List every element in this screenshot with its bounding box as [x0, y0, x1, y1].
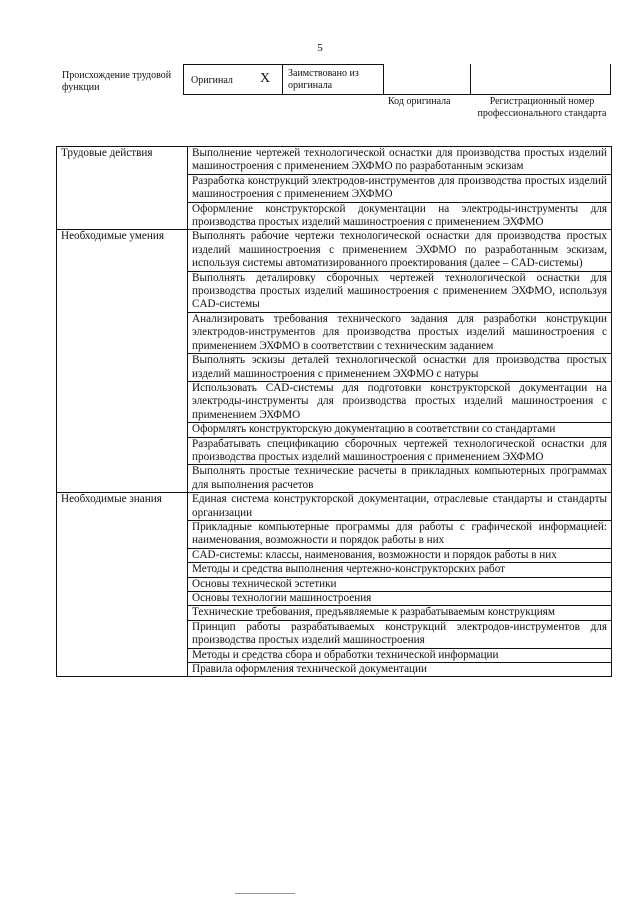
table-cell: Анализировать требования технического задания для разработки конструкции электродов-инструментов для производства простых изделий машиностроения с применением ЭХФМО в соответствии с техническим заданием — [188, 312, 612, 353]
origin-box — [183, 64, 611, 95]
table-row — [57, 147, 612, 175]
reg-number-label: Регистрационный номер профессионального стандарта — [477, 96, 607, 119]
function-table — [56, 146, 612, 677]
table-cell: Выполнять простые технические расчеты в прикладных компьютерных программах для выполнения расчетов — [188, 465, 612, 493]
table-cell: CAD-системы: классы, наименования, возможности и порядок работы в них — [188, 548, 612, 562]
table-cell: Оформление конструкторской документации на электроды-инструменты для производства простых изделий машиностроения с применением ЭХФМО — [188, 202, 612, 230]
section-title-skills: Необходимые умения — [57, 230, 188, 493]
page-number: 5 — [317, 42, 323, 54]
table-cell: Выполнять рабочие чертежи технологической оснастки для производства простых изделий машиностроения с применением ЭХФМО по разработанным эскизам, используя системы автоматизированного проектирования (далее – CAD-системы) — [188, 230, 612, 271]
borrowed-cell — [282, 64, 383, 94]
section-title-actions: Трудовые действия — [57, 147, 188, 230]
table-cell: Методы и средства сбора и обработки технической информации — [188, 648, 612, 662]
table-cell: Выполнять эскизы деталей технологической оснастки для производства простых изделий машиностроения с применением ЭХФМО с натуры — [188, 354, 612, 382]
section-title-knowledge: Необходимые знания — [57, 493, 188, 677]
original-cell — [183, 64, 282, 94]
original-label: Оригинал — [191, 75, 233, 86]
borrowed-label: Заимствовано из оригинала — [288, 68, 359, 91]
code-cell — [383, 64, 470, 94]
table-cell: Методы и средства выполнения чертежно-конструкторских работ — [188, 563, 612, 577]
table-cell: Принцип работы разрабатываемых конструкций электродов-инструментов для производства простых изделий машиностроения — [188, 620, 612, 648]
table-cell: Выполнять деталировку сборочных чертежей технологической оснастки для производства простых изделий машиностроения с применением ЭХФМО, используя CAD-системы — [188, 271, 612, 312]
code-label: Код оригинала — [388, 96, 451, 107]
table-cell: Оформлять конструкторскую документацию в соответствии со стандартами — [188, 423, 612, 437]
origin-label: Происхождение трудовой функции — [62, 70, 172, 93]
table-row — [57, 493, 612, 521]
table-cell: Использовать CAD-системы для подготовки конструкторской документации на электроды-инструменты для производства простых изделий машиностроения с применением ЭХФМО — [188, 381, 612, 422]
table-cell: Разрабатывать спецификацию сборочных чертежей технологической оснастки для производства простых изделий машиностроения с применением ЭХФМО — [188, 437, 612, 465]
table-row — [57, 230, 612, 271]
original-mark: X — [260, 71, 271, 86]
table-cell: Разработка конструкций электродов-инструментов для производства простых изделий машиностроения с применением ЭХФМО — [188, 174, 612, 202]
scan-edge-line — [235, 893, 295, 894]
table-cell: Единая система конструкторской документации, отраслевые стандарты и стандарты организации — [188, 493, 612, 521]
table-cell: Основы технологии машиностроения — [188, 592, 612, 606]
table-cell: Основы технической эстетики — [188, 577, 612, 591]
table-cell: Прикладные компьютерные программы для работы с графической информацией: наименования, возможности и порядок работы в них — [188, 520, 612, 548]
table-cell: Правила оформления технической документации — [188, 663, 612, 677]
table-cell: Выполнение чертежей технологической оснастки для производства простых изделий машиностроения с применением ЭХФМО по разработанным эскизам — [188, 147, 612, 175]
reg-number-cell — [470, 64, 611, 94]
table-cell: Технические требования, предъявляемые к разрабатываемым конструкциям — [188, 606, 612, 620]
